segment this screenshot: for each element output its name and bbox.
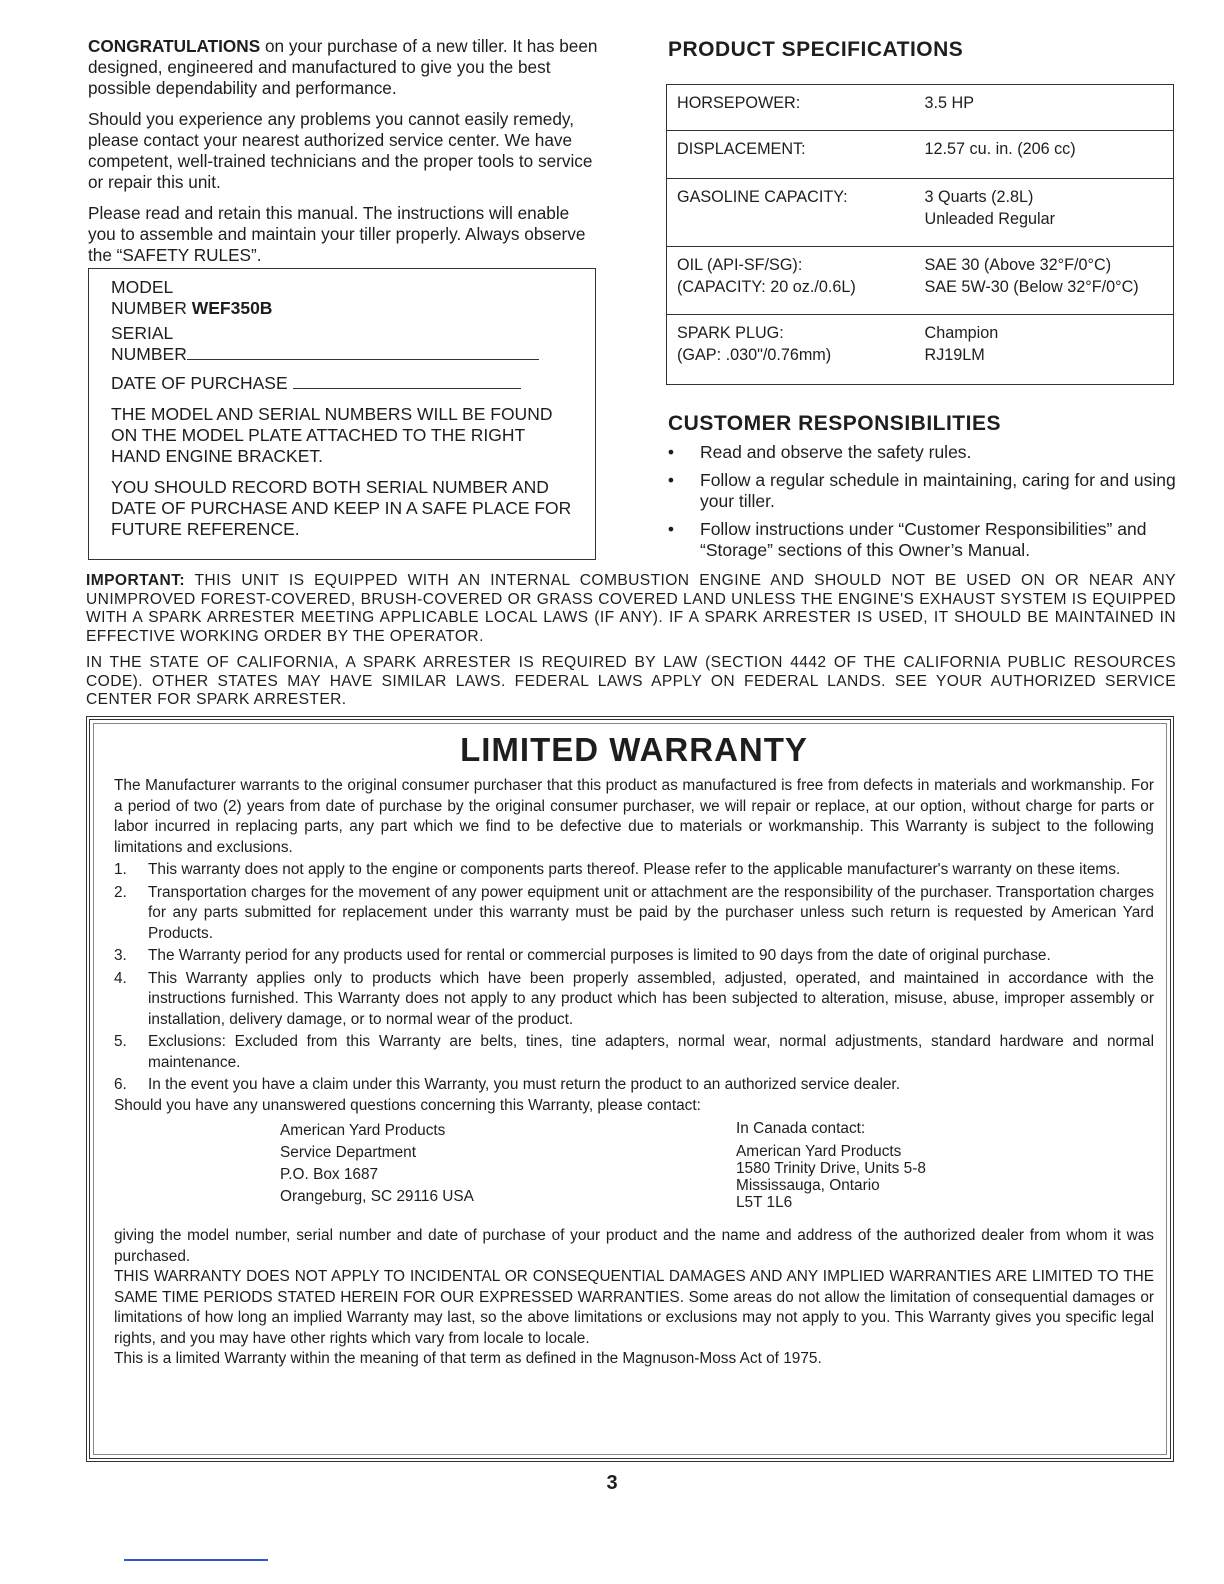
service-paragraph: Should you experience any problems you cannot easily remedy, please contact your nearest authorized service center. We have competent, well-trained technicians and the proper tools to service or repair this unit.	[88, 109, 593, 192]
spec-label: HORSEPOWER:	[667, 85, 915, 131]
congratulations-paragraph: CONGRATULATIONS on your purchase of a new tiller. It has been designed, engineered and manufactured to give you the best possible dependability and performance.	[88, 36, 598, 98]
important-paragraph: IMPORTANT: THIS UNIT IS EQUIPPED WITH AN INTERNAL COMBUSTION ENGINE AND SHOULD NOT BE USED ON OR NEAR ANY UNIMPROVED FOREST-COVERED, BRUSH-COVERED OR GRASS COVERED LAND UNLESS THE ENGINE'S EXHAUST SYSTEM IS EQUIPPED WITH A SPARK ARRESTER MEETING APPLICABLE LOCAL LAWS (IF ANY). IF A SPARK ARRESTER IS USED, IT SHOULD BE MAINTAINED IN EFFECTIVE WORKING ORDER BY THE OPERATOR.	[86, 572, 1176, 645]
model-plate-note: THE MODEL AND SERIAL NUMBERS WILL BE FOUND ON THE MODEL PLATE ATTACHED TO THE RIGHT HAND ENGINE BRACKET.	[111, 404, 553, 466]
warranty-exclusions-list	[114, 860, 1154, 1096]
specs-table	[666, 84, 1174, 385]
record-note: YOU SHOULD RECORD BOTH SERIAL NUMBER AND DATE OF PURCHASE AND KEEP IN A SAFE PLACE FOR FUTURE REFERENCE.	[111, 477, 572, 539]
page-number: 3	[606, 1472, 618, 1494]
serial-number-field[interactable]	[187, 344, 539, 360]
purchase-date-field[interactable]	[293, 373, 521, 389]
limited-warranty-box	[86, 716, 1174, 1462]
contact-intro: Should you have any unanswered questions concerning this Warranty, please contact:	[114, 1096, 701, 1114]
spec-value: 3.5 HP	[915, 85, 1174, 131]
list-item: • Read and observe the safety rules.	[667, 442, 972, 462]
list-item: 2. Transportation charges for the movement of any power equipment unit or attachment are the responsibility of the purchaser. Transportation charges for any parts submitted for replacement under this warranty must be paid by the purchaser unless such return is requested by American Yard Products.	[114, 883, 1154, 942]
spec-label: OIL (API-SF/SG): (CAPACITY: 20 oz./0.6L)	[667, 247, 915, 315]
model-info-box	[88, 268, 596, 560]
magnuson-moss-note: This is a limited Warranty within the meaning of that term as defined in the Magnuson-Moss Act of 1975.	[114, 1350, 822, 1367]
california-paragraph: IN THE STATE OF CALIFORNIA, A SPARK ARRESTER IS REQUIRED BY LAW (SECTION 4442 OF THE CALIFORNIA PUBLIC RESOURCES CODE). OTHER STATES MAY HAVE SIMILAR LAWS. FEDERAL LAWS APPLY ON FEDERAL LANDS. SEE YOUR AUTHORIZED SERVICE CENTER FOR SPARK ARRESTER.	[86, 654, 1176, 708]
spec-value: Champion RJ19LM	[915, 315, 1174, 385]
list-item: 4. This Warranty applies only to products which have been properly assembled, adjusted, operated, and maintained in accordance with the instructions furnished. This Warranty does not apply to any product which has been subjected to alteration, misuse, abuse, improper assembly or installation, delivery damage, or to normal wear of the product.	[114, 969, 1154, 1028]
important-notice	[86, 572, 1176, 718]
list-item: 1. This warranty does not apply to the engine or components parts thereof. Please refer to the applicable manufacturer's warranty on these items.	[114, 861, 1121, 878]
disclaimer-paragraph: THIS WARRANTY DOES NOT APPLY TO INCIDENTAL OR CONSEQUENTIAL DAMAGES AND ANY IMPLIED WARRANTIES ARE LIMITED TO THE SAME TIME PERIODS STATED HEREIN FOR OUR EXPRESSED WARRANTIES. Some areas do not allow the limitation of consequential damages or limitations of how long an implied Warranty may last, so the above limitations or exclusions may not apply to you. This Warranty gives you specific legal rights, and you may have other rights which vary from locale to locale.	[114, 1268, 1155, 1347]
spec-label: GASOLINE CAPACITY:	[667, 179, 915, 247]
giving-paragraph: giving the model number, serial number and date of purchase of your product and the name and address of the authorized dealer from whom it was purchased.	[114, 1227, 1154, 1265]
customer-responsibilities-list	[666, 442, 1178, 568]
list-item: • Follow a regular schedule in maintaining, caring for and using your tiller.	[667, 470, 1176, 511]
spec-row	[667, 247, 1174, 315]
contact-addresses	[114, 1120, 1154, 1220]
us-address: American Yard Products Service Department P.O. Box 1687 Orangeburg, SC 29116 USA	[280, 1122, 474, 1205]
specs-title: PRODUCT SPECIFICATIONS	[668, 38, 964, 61]
warranty-title: LIMITED WARRANTY	[460, 731, 808, 768]
bullet-icon: •	[667, 442, 675, 462]
intro-section	[88, 36, 600, 276]
spec-label: DISPLACEMENT:	[667, 131, 915, 179]
scan-edge-line	[124, 1559, 268, 1561]
important-label: IMPORTANT:	[86, 572, 185, 589]
model-number-value: WEF350B	[191, 298, 273, 318]
bullet-icon: •	[667, 470, 675, 490]
spec-value: SAE 30 (Above 32°F/0°C) SAE 5W-30 (Below 32°F/0°C)	[915, 247, 1174, 315]
list-item: 3. The Warranty period for any products used for rental or commercial purposes is limited to 90 days from the date of original purchase.	[114, 947, 1051, 964]
spec-label: SPARK PLUG: (GAP: .030"/0.76mm)	[667, 315, 915, 385]
spec-value: 12.57 cu. in. (206 cc)	[915, 131, 1174, 179]
congratulations-heading: CONGRATULATIONS	[88, 36, 261, 56]
model-number-row: MODEL NUMBER WEF350B	[111, 277, 273, 318]
customer-responsibilities-title: CUSTOMER RESPONSIBILITIES	[668, 412, 1001, 435]
list-item: 5. Exclusions: Excluded from this Warranty are belts, tines, tine adapters, normal wear, normal adjustments, standard hardware and normal maintenance.	[114, 1033, 1154, 1071]
manual-paragraph: Please read and retain this manual. The instructions will enable you to assemble and maintain your tiller properly. Always observe the “SAFETY RULES”.	[88, 203, 586, 265]
spec-row	[667, 315, 1174, 385]
list-item: 6. In the event you have a claim under this Warranty, you must return the product to an authorized service dealer.	[114, 1076, 900, 1093]
spec-row	[667, 131, 1174, 179]
serial-number-row: SERIAL NUMBER	[111, 323, 573, 365]
canada-address: In Canada contact: American Yard Products 1580 Trinity Drive, Units 5-8 Mississauga, Ontario L5T 1L6	[736, 1120, 926, 1211]
list-item: • Follow instructions under “Customer Responsibilities” and “Storage” sections of this Owner’s Manual.	[667, 519, 1147, 560]
spec-row	[667, 85, 1174, 131]
bullet-icon: •	[667, 519, 675, 539]
purchase-date-row: DATE OF PURCHASE	[111, 373, 573, 394]
warranty-intro: The Manufacturer warrants to the original consumer purchaser that this product as manufactured is free from defects in materials and workmanship. For a period of two (2) years from date of purchase by the original consumer purchaser, we will repair or replace, at our option, without charge for parts or labor incurred in replacing parts, any part which we find to be defective due to materials or workmanship. This Warranty is subject to the following limitations and exclusions.	[114, 777, 1154, 856]
spec-row	[667, 179, 1174, 247]
spec-value: 3 Quarts (2.8L) Unleaded Regular	[915, 179, 1174, 247]
